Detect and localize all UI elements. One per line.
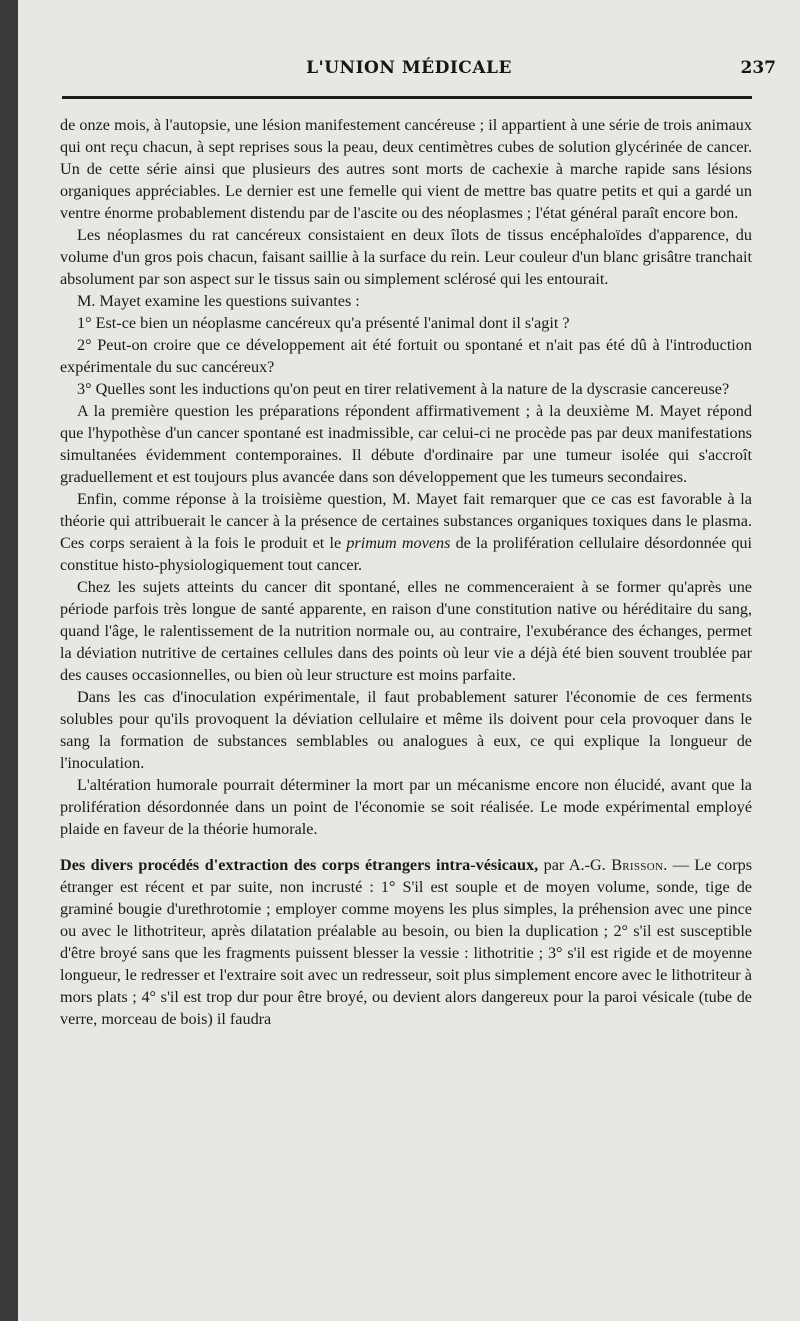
paragraph bbox=[60, 488, 752, 576]
page-header bbox=[18, 58, 800, 88]
page-number: 237 bbox=[740, 58, 776, 78]
question-item: 1° Est-ce bien un néoplasme cancéreux qu'a présenté l'animal dont il s'agit ? bbox=[77, 314, 570, 332]
paragraph: L'altération humorale pourrait déterminer la mort par un mécanisme encore non élucidé, avant que la prolifération désordonnée dans un point de l'économie se soit réalisée. Le mode expérimental employé plaide en faveur de la théorie humorale. bbox=[60, 776, 752, 838]
article-title: Des divers procédés d'extraction des corps étrangers intra-vésicaux, bbox=[60, 856, 539, 874]
paragraph: de onze mois, à l'autopsie, une lésion manifestement cancéreuse ; il appartient à une série de trois animaux qui ont reçu chacun, à sept reprises sous la peau, deux centimètres cubes de solution glycérinée de cancer. Un de cette série ainsi que plusieurs des autres sont morts de cachexie à marche rapide sans lésions organiques appréciables. Le dernier est une femelle qui vient de mettre bas quatre petits et qui a gardé un ventre énorme probablement distendu par de l'ascite ou des néoplasmes ; l'état général paraît encore bon. bbox=[60, 116, 752, 222]
paragraph: Chez les sujets atteints du cancer dit spontané, elles ne commenceraient à se former qu'après une période parfois très longue de santé apparente, en raison d'une constitution native ou héréditaire du sang, quand l'âge, le ralentissement de la nutrition normale ou, au contraire, l'exubérance des échanges, permet la déviation nutritive de certaines cellules dans des points où leur vie a déjà été bien souvent troublée par des causes occasionnelles, ou bien où leur structure est moins parfaite. bbox=[60, 578, 752, 684]
paragraph: Les néoplasmes du rat cancéreux consistaient en deux îlots de tissus encéphaloïdes d'apparence, du volume d'un gros pois chacun, faisant saillie à la surface du rein. Leur couleur d'un blanc grisâtre tranchait absolument par son aspect sur le tissus sain ou simplement sclérosé qui les entourait. bbox=[60, 226, 752, 288]
text-run: par A.-G. bbox=[538, 856, 612, 874]
paragraph: Dans les cas d'inoculation expérimentale, il faut probablement saturer l'économie de ces ferments solubles pour qu'ils provoquent la déviation cellulaire et même ils doivent pour cela provoquer dans le sang la formation de substances semblables ou analogues à eux, ce qui explique la longueur de l'inoculation. bbox=[60, 688, 752, 772]
abstract-entry bbox=[60, 854, 752, 1030]
document-page bbox=[18, 0, 800, 1321]
running-title: L'UNION MÉDICALE bbox=[306, 58, 512, 78]
question-item: 3° Quelles sont les inductions qu'on peut en tirer relativement à la nature de la dyscrasie cancereuse? bbox=[77, 380, 730, 398]
latin-phrase: primum movens bbox=[346, 534, 451, 552]
paragraph: M. Mayet examine les questions suivantes : bbox=[77, 292, 360, 310]
text-run: de la prolifération cellulaire désordonnée qui constitue histo-physiologiquement tout cancer. bbox=[60, 534, 753, 574]
author-name: Brisson bbox=[611, 856, 664, 874]
text-run: Enfin, comme réponse à la troisième question, M. Mayet fait remarquer que ce cas est favorable à la théorie qui attribuerait le cancer à la présence de certaines substances organiques toxiques dans le plasma. Ces corps seraient à la fois le produit et le bbox=[60, 490, 752, 552]
question-item: 2° Peut-on croire que ce développement ait été fortuit ou spontané et n'ait pas été dû à l'introduction expérimentale du suc cancéreux? bbox=[60, 336, 752, 376]
header-rule bbox=[62, 96, 752, 99]
article-body bbox=[60, 114, 752, 1030]
paragraph: A la première question les préparations répondent affirmativement ; à la deuxième M. Mayet répond que l'hypothèse d'un cancer spontané est inadmissible, car celui-ci ne procède pas par deux manifestations simultanées évidemment contemporaines. Il débute d'ordinaire par une tumeur isolée qui s'accroît graduellement et est toujours plus avancée dans son développement que les tumeurs secondaires. bbox=[60, 402, 752, 486]
text-run: . — Le corps étranger est récent et par suite, non incrusté : 1° S'il est souple et de moyen volume, sonde, tige de graminé bougie d'urethrotomie ; employer comme moyens les plus simples, la préhension avec une pince ou avec le lithotriteur, après dilatation préalable au besoin, ou bien la duplication ; 2° s'il est susceptible d'être broyé sans que les fragments puissent blesser la vessie : lithotritie ; 3° s'il est rigide et de moyenne longueur, le redresser et l'extraire soit avec un redresseur, soit plus simplement encore avec le lithotriteur à mors plats ; 4° s'il est trop dur pour être broyé, ou devient alors dangereux pour la paroi vésicale (tube de verre, morceau de bois) il faudra bbox=[60, 856, 752, 1028]
